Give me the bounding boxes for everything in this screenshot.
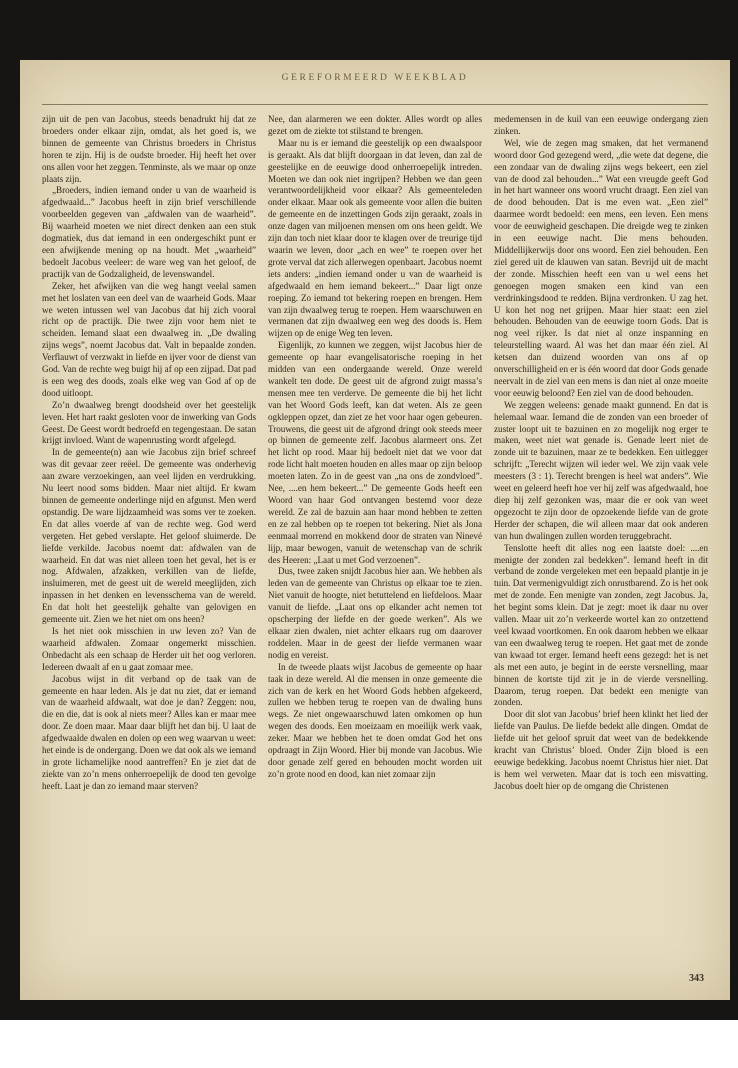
paragraph: In de tweede plaats wijst Jacobus de gemeente op haar taak in deze wereld. Al die mensen in onze gemeente die zich van de kerk en het Woord Gods hebben afgekeerd, zullen we hebben terug te roepen van de dwaling huns wegs. Ze niet ongewaarschuwd laten omkomen op hun wegen des doods. Een moeizaam en moeilijk werk vaak, zeker. Maar we hebben het te doen omdat God het ons opdraagt in Zijn Woord. Hier bij monde van Jacobus. Wie door genade zelf gered en behouden mocht worden uit zo’n grote nood en dood, kan niet zomaar zijn — [268, 661, 482, 779]
paragraph: In de gemeente(n) aan wie Jacobus zijn brief schreef was dit gevaar zeer reëel. De gemeente was onderhevig aan zware verzoekingen, aan veel lijden en verdrukking. Nu leert nood soms bidden. Maar niet altijd. Er kwam binnen de gemeente onderlinge nijd en afgunst. Men werd opstandig. De ware lijdzaamheid was soms ver te zoeken. En dat alles voerde af van de rechte weg. God werd vergeten. Het gebed verslapte. Het geloof sluimerde. De liefde verkilde. Jacobus noemt dat: afdwalen van de waarheid. En dat was niet alleen toen het geval, het is er nog. Afdwalen, afzakken, verkillen van de liefde, insluimeren, met de geest uit de wereld meeglijden, zich inpassen in het denken en levensschema van de wereld. En dat holt het geestelijk gehalte van gelovigen en gemeente uit. Zien we het niet om ons heen? — [42, 447, 256, 625]
paragraph: We zeggen weleens: genade maakt gunnend. En dat is helemaal waar. Iemand die de zonden van een broeder of zuster loopt uit te bazuinen en zo mogelijk nog erger te maken, weet niet wat genade is. Genade leert niet de zonde uit te bazuinen, maar ze te bedekken. Een uitlegger schrijft: „Terecht wijzen wil ieder wel. We zijn vaak vele meesters (3 : 1). Terecht brengen is heel wat anders”. Wie weet en geleerd heeft hoe ver hij zelf was afgedwaald, hoe diep hij zelf gezonken was, maar die er ook van weet opgezocht te zijn door de opzoekende liefde van de grote Herder der schapen, die wil alleen maar dat ook anderen van hun dwalingen zullen worden teruggebracht. — [494, 399, 708, 541]
magazine-page — [20, 60, 730, 1000]
paragraph: Door dit slot van Jacobus’ brief heen klinkt het lied der liefde van Paulus. De liefde bedekt alle dingen. Omdat de liefde uit het geloof spruit dat weet van de bedekkende kracht van Christus’ bloed. Onder Zijn bloed is een eeuwige bedekking. Jacobus noemt Christus hier niet. Dat is hem wel verweten. Maar dat is toch een misvatting. Jacobus doelt hier op de omgang die Christenen — [494, 709, 708, 791]
paragraph: medemensen in de kuil van een eeuwige ondergang zien zinken. — [494, 114, 708, 136]
paragraph: Zo’n dwaalweg brengt doodsheid over het geestelijk leven. Het hart raakt gesloten voor de inwerking van Gods Geest. De Geest wordt bedroefd en tegengestaan. De satan krijgt invloed. Want de wapenrusting wordt afgelegd. — [42, 399, 256, 446]
page-number: 343 — [689, 973, 704, 984]
paragraph: Tenslotte heeft dit alles nog een laatste doel: ....en menigte der zonden zal bedekken”. Iemand heeft in dit verband de zonde vergeleken met een bepaald plantje in je tuin. Dat vermenigvuldigt zich onrustbarend. Zo is het ook met de zonde. Een menigte van zonden, zegt Jacobus. Ja, het begint soms klein. Dat je zegt: moet ik daar nu over vallen. Maar uit zo’n verkeerde wortel kan zo ontzettend veel kwaad voortkomen. En ook daarom hebben we elkaar van een dwaalweg terug te roepen. Het gaat met de zonde van kwaad tot erger. Iemand heeft eens gezegd: het is net als met een auto, je begint in de eerste versnelling, maar binnen de kortste tijd zit je in de vierde versnelling. Daarom, terug roepen. Dat bedekt een menigte van zonden. — [494, 542, 708, 708]
paragraph: Nee, dan alarmeren we een dokter. Alles wordt op alles gezet om de ziekte tot stilstand te brengen. — [268, 114, 482, 136]
paragraph: „Broeders, indien iemand onder u van de waarheid is afgedwaald...” Jacobus heeft in zijn brief verschillende voorbeelden gegeven van „afdwalen van de waarheid”. Bij waarheid moeten we niet direct denken aan een stuk dogmatiek, dus dat iemand in een ondergeschikt punt er een afwijkende mening op na houdt. Met „waarheid” bedoelt Jacobus veeleer: de ware weg van het geloof, de practijk van de Godzaligheid, de levenswandel. — [42, 185, 256, 279]
paragraph: Jacobus wijst in dit verband op de taak van de gemeente en haar leden. Als je dat nu ziet, dat er iemand van de waarheid afdwaalt, wat doe je dan? Zeggen: nou, die en die, dat is ook al niets meer? Alles kan er maar mee door. Ze doen maar. Maar daar blijft het dan bij. U laat de afgedwaalde dwalen en dolen op een weg waarvan u weet: het einde is de ondergang. Doen we dat ook als we iemand in grote lichamelijke nood aantreffen? En je ziet dat de ziekte van zo’n mens onherroepelijk de dood ten gevolge heeft. Laat je dan zo iemand maar sterven? — [42, 673, 256, 791]
text-columns — [42, 114, 708, 972]
paragraph: zijn uit de pen van Jacobus, steeds benadrukt hij dat ze broeders onder elkaar zijn, omdat, als het goed is, we binnen de gemeente van Christus broeders in Christus horen te zijn. Hij is de oudste broeder. Hij heeft het over ons allen voor het zeggen. Tenminste, als we maar op onze plaats zijn. — [42, 114, 256, 184]
paragraph: Dus, twee zaken snijdt Jacobus hier aan. We hebben als leden van de gemeente van Christus op elkaar toe te zien. Niet vanuit de hoogte, niet betuttelend en liefdeloos. Maar vanuit de liefde. „Laat ons op elkander acht nemen tot opscherping der liefde en der goede werken”. Als we elkaar zien dwalen, niet achter elkaars rug om daarover roddelen. Maar in de geest der liefde vermanen waar nodig en vereist. — [268, 566, 482, 660]
paragraph: Is het niet ook misschien in uw leven zo? Van de waarheid afdwalen. Zomaar ongemerkt misschien. Onbedacht als een schaap de Herder uit het oog verloren. Iedereen dwaalt af en u gaat zomaar mee. — [42, 625, 256, 672]
header-rule — [42, 104, 708, 105]
text-column-1 — [42, 114, 256, 972]
text-column-2 — [268, 114, 482, 972]
paragraph: Zeker, het afwijken van die weg hangt veelal samen met het loslaten van een deel van de waarheid Gods. Maar we weten intussen wel van Jacobus dat hij zich vooral richt op de practijk. Die twee zijn voor hem niet te scheiden. Iemand slaat een dwaalweg in. „De dwaling zijns wegs”, noemt Jacobus dat. Valt in bepaalde zonden. Verflauwt of verzwakt in liefde en ijver voor de dienst van God. Van de rechte weg buigt hij af op een zijpad. Dat pad is een weg des doods, zoals elke weg van God af op de dood uitloopt. — [42, 280, 256, 398]
running-header: GEREFORMEERD WEEKBLAD — [281, 73, 469, 83]
text-column-3 — [494, 114, 708, 972]
paragraph: Wel, wie de zegen mag smaken, dat het vermanend woord door God gezegend werd, „die wete dat degene, die een zondaar van de dwaling zijns wegs bekeert, een ziel van de dood zal behouden...” Wat een vreugde geeft God in het hart wanneer ons woord vrucht draagt. Een ziel van de dood behouden. Dat is me even wat. „Een ziel” daarmee wordt bedoeld: een mens, een leven. Een mens voor de eeuwigheid geschapen. Die dreigde weg te zinken in een eeuwige nacht. Die mens behouden. Middellijkerwijs door ons woord. Een ziel behouden. Een ziel gered uit de klauwen van satan. Bevrijd uit de macht der zonde. Misschien heeft een van u wel eens het genoegen mogen smaken een kind van een verdrinkingsdood te redden. Bijna verdronken. U zag het. U kon het nog net grijpen. Maar hier staat: een ziel behouden. Behouden van de eeuwige toorn Gods. Dat is nog veel rijker. Is dat niet al onze inspanning en teleurstelling waard. Al was het dan maar één ziel. Al ketsen dan duizend woorden van ons af op onverschilligheid en er is één woord dat door Gods genade neervalt in de ziel van een mens is dan niet al onze moeite voor eeuwig beloond? Een ziel van de dood behouden. — [494, 137, 708, 398]
paragraph: Maar nu is er iemand die geestelijk op een dwaalspoor is geraakt. Als dat blijft doorgaan in dat leven, dan zal de geestelijke en de eeuwige dood onherroepelijk intreden. Moeten we dan ook niet ingrijpen? Hebben we dan geen verantwoordelijkheid voor elkaar? Als gemeenteleden onder elkaar. Maar ook als gemeente voor allen die buiten de gemeente en de inzettingen Gods zijn geraakt, zoals in onze dagen van miljoenen mensen om ons heen geldt. We zijn dan toch niet klaar door te klagen over de treurige tijd waarin we leven, door „ach en wee” te roepen over het grote verval dat zich allerwegen openbaart. Jacobus noemt iets anders: „indien iemand onder u van de waarheid is afgedwaald en hem iemand bekeert...” Daar ligt onze roeping. Zo iemand tot bekering roepen en brengen. Hem van zijn dwaalweg terug te roepen. Hem waarschuwen en vermanen dat zijn dwaalweg een weg des doods is. Hem wijzen op de enige Weg ten leven. — [268, 137, 482, 339]
paragraph: Eigenlijk, zo kunnen we zeggen, wijst Jacobus hier de gemeente op haar evangelisatorische roeping in het midden van een ondergaande wereld. Onze wereld wankelt ten dode. De geest uit de afgrond zuigt massa’s mensen mee ten verderve. De gemeente die bij het licht van het Woord Gods leeft, kan dat weten. Als ze geen ogkleppen opzet, dan ziet ze het voor haar ogen gebeuren. Trouwens, die geest uit de afgrond dringt ook steeds meer op binnen de gemeente zelf. Jacobus alarmeert ons. Zet het licht op rood. Maar hij bedoelt niet dat we voor dat rode licht halt moeten houden en alles maar op zijn beloop moeten laten. Zo in de geest van „na ons de zondvloed”. Nee, ....en hem bekeert...” De gemeente Gods heeft een Woord van haar God ontvangen bestemd voor deze wereld. Ze zal de bazuin aan haar mond hebben te zetten en ze zal hebben op te roepen tot bekering. Niet als Jona eenmaal morrend en mokkend door de straten van Ninevé lijp, maar bewogen, vanuit de wetenschap van de schrik des Heeren: „Laat u met God verzoenen”. — [268, 340, 482, 565]
